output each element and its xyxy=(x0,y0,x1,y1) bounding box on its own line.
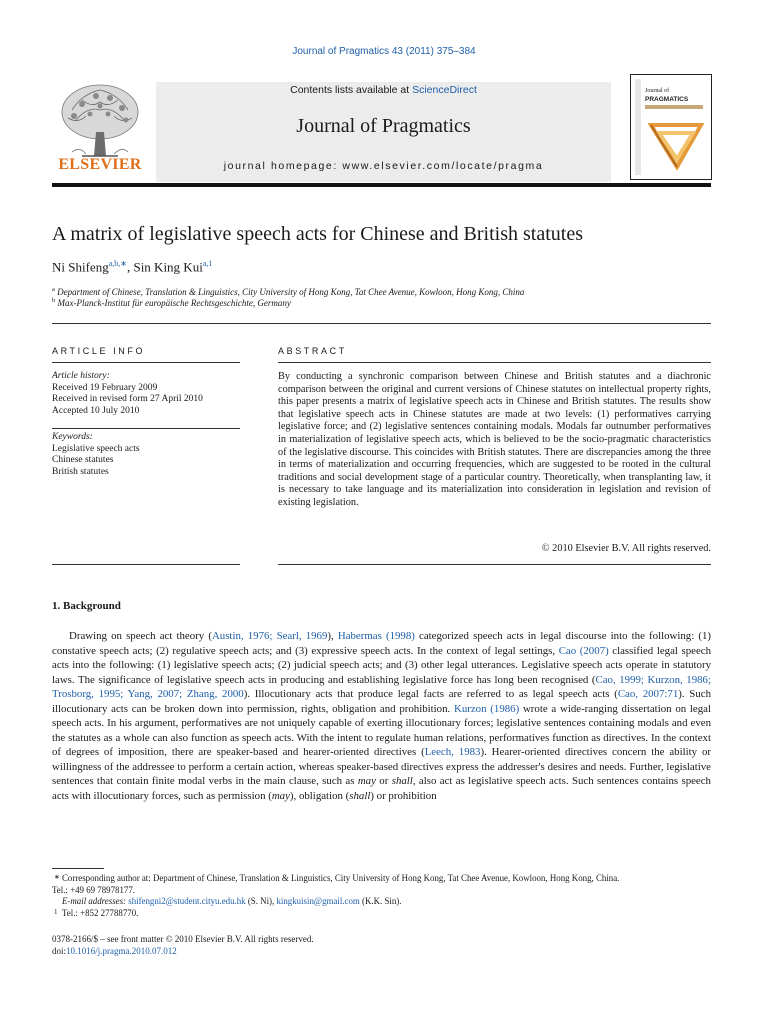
keywords-divider xyxy=(52,428,240,429)
body-text-run: ). Illocutionary acts that produce legal facts are referred to as legal speech acts ( xyxy=(243,688,618,700)
sciencedirect-link[interactable]: ScienceDirect xyxy=(412,84,477,96)
article-history xyxy=(52,371,240,417)
email-link[interactable]: shifengni2@student.cityu.edu.hk xyxy=(128,896,246,907)
body-text-run: ) or prohibition xyxy=(370,789,437,802)
keyword: Chinese statutes xyxy=(52,455,114,466)
footnote-emails xyxy=(52,896,711,908)
tree-logo-graphic xyxy=(52,80,148,160)
article-info-bottom-rule xyxy=(52,564,240,565)
history-accepted: Accepted 10 July 2010 xyxy=(52,405,140,416)
history-revised: Received in revised form 27 April 2010 xyxy=(52,394,203,405)
body-text-run: ), xyxy=(327,630,338,642)
doi-prefix: doi: xyxy=(52,946,67,956)
abstract-label: ABSTRACT xyxy=(278,346,347,356)
citation-link[interactable]: Austin, 1976; Searl, 1969 xyxy=(211,630,328,642)
italic-term: shall xyxy=(391,775,413,787)
footnote-tel: Tel.: +49 69 78978177. xyxy=(52,884,136,895)
masthead-rule xyxy=(52,183,711,187)
journal-banner xyxy=(156,82,611,182)
citation-link[interactable]: Kurzon (1986) xyxy=(454,702,520,715)
body-text-run: or xyxy=(375,775,392,787)
body-text-run: categorized speech acts in legal discourse into the following: (1) constative speech acts; (2) regulative speech acts; and (3) expressive speech acts. In the context of legal settings, xyxy=(52,630,712,657)
journal-title: Journal of Pragmatics xyxy=(296,115,471,137)
footnotes xyxy=(52,873,711,919)
journal-cover-graphic xyxy=(631,75,711,179)
article-info-divider xyxy=(52,362,240,363)
footnote-text: Corresponding author at: Department of Chinese, Translation & Linguistics, City University of Hong Kong, Tat Chee Avenue, Kowloon, Hong Kong, China. xyxy=(62,873,620,883)
body-text-run: classified legal speech acts into the following: (1) legislative speech acts; (2) judicial speech acts; and (3) other legal utterances. Legislative speech acts operate in statutory laws. The significance of legislative speech acts in producing and establishing legislative force has long been recognised ( xyxy=(52,644,711,686)
abstract-text: By conducting a synchronic comparison between Chinese and British statutes and a diachronic comparison between the original and current versions of Chinese statutes on intellectual property rights, this paper presents a matrix of legislative speech acts in Chinese and British statutes. The results show that legislative speech acts in Chinese statutes are made at two levels: (1) performatives carrying legislative force; and (2) legislative sentences containing modals. Modals far outnumber performatives in materialization of legislative speech acts, which is believed to be the socio-pragmatic characteristics of the legislative discourse. This coincides with British statutes. There are discrepancies among the three in terms of materialization and occurring frequencies, which are suggested to be rooted in the cultural traditions and social development stage of a particular country. Theoretically, when transplanting law, it is necessary to take language and its materialization into consideration in legislation and revision of existing legislation. xyxy=(278,371,711,508)
journal-homepage-link[interactable]: journal homepage: www.elsevier.com/locate/pragma xyxy=(223,160,544,172)
contents-line xyxy=(156,84,611,96)
affiliation-marker: b xyxy=(52,297,56,304)
journal-cover-icon[interactable] xyxy=(630,74,712,180)
history-label: Article history: xyxy=(52,371,110,381)
affiliation-text: Department of Chinese, Translation & Linguistics, City University of Hong Kong, Tat Chee Avenue, Kowloon, Hong Kong, China xyxy=(57,287,525,297)
email-owner: (S. Ni), xyxy=(245,896,277,907)
body-text-run: Drawing on speech act theory ( xyxy=(69,630,212,642)
author-separator: , xyxy=(126,259,134,275)
body-text-run: , also act as legislative speech acts. Such sentences contains speech acts with illocutionary forces, such as permission ( xyxy=(52,775,711,802)
body-text-run: wrote a wide-ranging dissertation on legal speech acts. In his argument, performatives are not uniquely capable of exerting illocutionary forces; legislative sentences containing modals and even the statutes as a whole can also function as speech acts. With the intent to regulate human relations, performatives function as directives. In the context of degrees of imposition, there are speaker-based and hearer-oriented directives ( xyxy=(52,702,711,758)
author-affiliation-marker[interactable]: a,b,∗ xyxy=(108,259,127,268)
article-info-label: ARTICLE INFO xyxy=(52,346,146,356)
keywords-label: Keywords: xyxy=(52,432,93,442)
author-name: Ni Shifeng xyxy=(52,259,109,275)
email-owner: (K.K. Sin). xyxy=(359,896,402,907)
body-text-run: ), obligation ( xyxy=(289,789,350,802)
footnote-rule xyxy=(52,868,104,869)
footnote-text: Tel.: +852 27788770. xyxy=(62,907,139,918)
citation-link[interactable]: Cao, 1999; Kurzon, 1986; Trosborg, 1995; Yang, 2007; Zhang, 2000 xyxy=(52,673,711,700)
abstract-copyright: © 2010 Elsevier B.V. All rights reserved. xyxy=(541,543,711,554)
italic-term: may xyxy=(271,789,290,802)
doi-link[interactable]: 10.1016/j.pragma.2010.07.012 xyxy=(66,946,177,956)
journal-reference-link[interactable]: Journal of Pragmatics 43 (2011) 375–384 xyxy=(292,46,476,57)
history-received: Received 19 February 2009 xyxy=(52,382,158,393)
italic-term: may xyxy=(357,775,376,787)
affiliation-text: Max-Planck-Institut für europäische Rechtsgeschichte, Germany xyxy=(57,298,291,308)
footnote-marker: 1 xyxy=(54,907,58,916)
footnote-1 xyxy=(52,908,711,920)
email-link[interactable]: kingkuisin@gmail.com xyxy=(276,896,360,907)
section-heading: 1. Background xyxy=(52,600,121,612)
abstract-divider xyxy=(278,362,711,363)
keyword: Legislative speech acts xyxy=(52,443,140,454)
keyword: British statutes xyxy=(52,466,109,477)
contents-prefix: Contents lists available at xyxy=(290,84,413,96)
email-label: E-mail addresses: xyxy=(62,896,127,907)
italic-term: shall xyxy=(349,789,371,802)
citation-link[interactable]: Leech, 1983 xyxy=(424,746,481,758)
affiliation-a xyxy=(52,286,524,297)
masthead xyxy=(52,74,711,184)
author-name: Sin King Kui xyxy=(133,259,203,275)
citation-link[interactable]: Cao (2007) xyxy=(558,644,609,657)
body-text-run: ). Such illocutionary acts can be broken down into permission, rights, obligation and prohibition. xyxy=(52,688,711,715)
article-meta-footer xyxy=(52,933,314,957)
header-divider xyxy=(52,323,711,324)
abstract-bottom-rule xyxy=(278,564,711,565)
author-line xyxy=(52,259,212,275)
article-title: A matrix of legislative speech acts for Chinese and British statutes xyxy=(52,223,583,245)
doi-line xyxy=(52,945,314,957)
affiliation-marker: a xyxy=(52,286,55,293)
affiliation-b xyxy=(52,297,291,308)
footnote-corresponding xyxy=(52,873,711,885)
body-paragraph xyxy=(52,629,711,803)
cover-title-text: PRAGMATICS xyxy=(645,96,689,103)
cover-top-text: Journal of xyxy=(645,88,670,94)
issn-line: 0378-2166/$ – see front matter © 2010 Elsevier B.V. All rights reserved. xyxy=(52,934,314,944)
elsevier-logo-text[interactable]: ELSEVIER xyxy=(58,156,142,173)
citation-link[interactable]: Habermas (1998) xyxy=(337,630,415,642)
author-affiliation-marker[interactable]: a,1 xyxy=(202,259,213,268)
footnote-marker: ∗ xyxy=(54,873,60,881)
citation-link[interactable]: Cao, 2007:71 xyxy=(617,688,679,700)
body-text-run: ). Hearer-oriented directives concern the ability or willingness of the addressee to perform a certain action, whereas speaker-based directives express the addresser's desires and needs. Further, legislative sentences that contain finite modal verbs in the main clause, such as xyxy=(52,746,711,787)
keywords-block xyxy=(52,432,240,478)
